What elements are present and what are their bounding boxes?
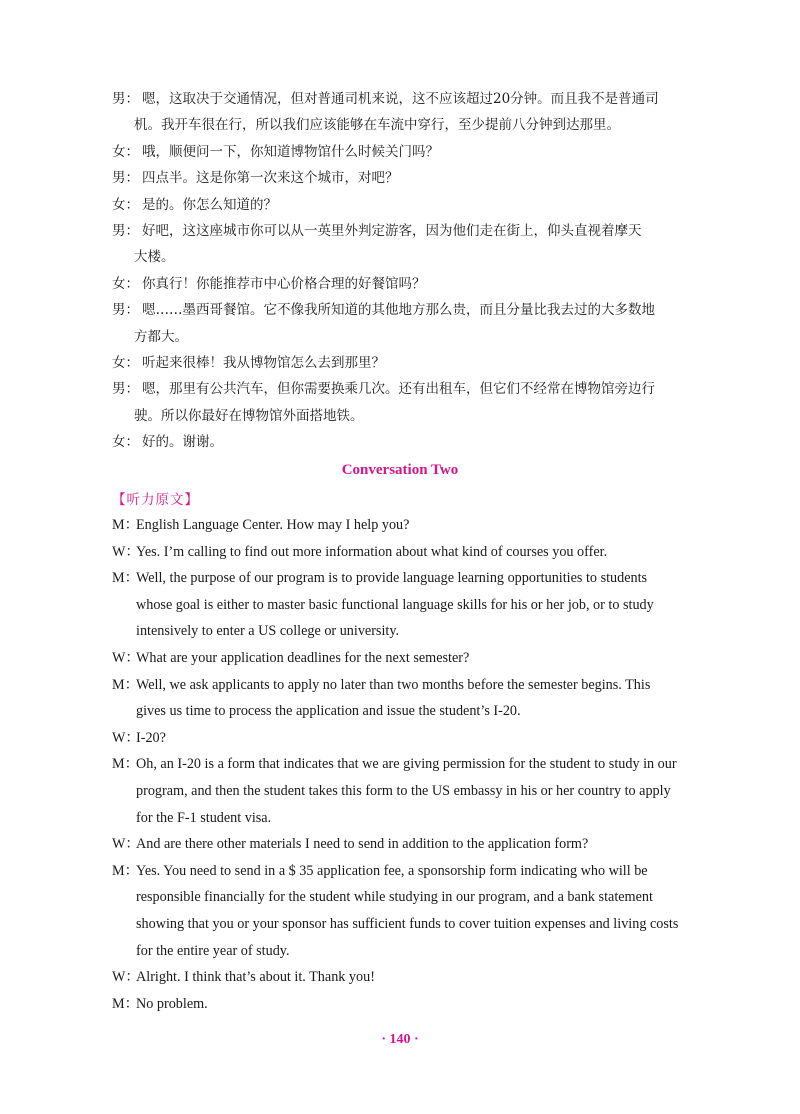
dialogue-text: 方都大。 [134, 328, 188, 345]
speaker-label: M： [112, 570, 139, 587]
conversation-title: Conversation Two [341, 462, 459, 478]
chinese-dialogue-line [112, 165, 722, 191]
english-dialogue-line [112, 698, 722, 725]
dialogue-text: 听起来很棒！我从博物馆怎么去到那里？ [142, 355, 385, 372]
chinese-dialogue-line [112, 112, 722, 138]
dialogue-text: program, and then the student takes this form to the US embassy in his or her country to apply [136, 782, 671, 799]
english-dialogue-line [112, 884, 722, 911]
speaker-label: 女： [112, 275, 139, 292]
dialogue-text: And are there other materials I need to send in addition to the application form? [136, 836, 589, 853]
indent-spacer [112, 911, 136, 938]
chinese-dialogue-line [112, 192, 722, 218]
indent-spacer [112, 778, 136, 805]
english-dialogue-line [112, 991, 722, 1018]
speaker-label: M： [112, 756, 139, 773]
speaker-label: 女： [112, 355, 139, 372]
dialogue-text: 大楼。 [134, 249, 175, 266]
english-dialogue-line [112, 831, 722, 858]
english-dialogue-line [112, 858, 722, 885]
chinese-dialogue-line [112, 86, 722, 112]
speaker-label: M： [112, 517, 139, 533]
indent-spacer [112, 805, 136, 832]
indent-spacer [112, 884, 136, 911]
indent-spacer [112, 698, 136, 725]
dialogue-text: No problem. [136, 995, 208, 1012]
chinese-dialogue-line [112, 376, 722, 402]
dialogue-text: 嗯，那里有公共汽车，但你需要换乘几次。还有出租车，但它们不经常在博物馆旁边行 [142, 381, 655, 398]
chinese-dialogue-line [112, 139, 722, 165]
speaker-label: 男： [112, 381, 139, 398]
dialogue-text: 机。我开车很在行，所以我们应该能够在车流中穿行，至少提前八分钟到达那里。 [134, 117, 620, 134]
english-dialogue-line [112, 964, 722, 991]
english-dialogue [112, 512, 722, 1017]
speaker-label: M： [112, 995, 139, 1012]
dialogue-text: 驶。所以你最好在博物馆外面搭地铁。 [134, 407, 364, 424]
dialogue-text: responsible financially for the student while studying in our program, and a bank statement [136, 889, 653, 906]
dialogue-text: 嗯，这取决于交通情况，但对普通司机来说，这不应该超过20分钟。而且我不是普通司 [142, 91, 659, 107]
speaker-label: 男： [112, 170, 139, 187]
speaker-label: W： [112, 729, 140, 746]
dialogue-text: What are your application deadlines for the next semester? [136, 649, 470, 666]
speaker-label: 女： [112, 143, 139, 160]
dialogue-text: 哦，顺便问一下，你知道博物馆什么时候关门吗？ [142, 143, 439, 160]
chinese-dialogue-line [112, 403, 722, 429]
english-dialogue-line [112, 938, 722, 965]
speaker-label: M： [112, 676, 139, 693]
dialogue-text: showing that you or your sponsor has sufficient funds to cover tuition expenses and living costs [136, 915, 679, 932]
dialogue-text: English Language Center. How may I help you? [136, 517, 410, 533]
chinese-dialogue-line [112, 350, 722, 376]
speaker-label: 女： [112, 434, 139, 451]
speaker-label: M： [112, 862, 139, 879]
dialogue-text: 是的。你怎么知道的？ [142, 196, 277, 213]
chinese-dialogue-line [112, 244, 722, 270]
dialogue-text: Alright. I think that’s about it. Thank you! [136, 969, 375, 986]
chinese-dialogue-line [112, 429, 722, 455]
english-dialogue-line [112, 565, 722, 592]
english-dialogue-line [112, 645, 722, 672]
speaker-label: W： [112, 543, 140, 560]
dialogue-text: Well, the purpose of our program is to provide language learning opportunities to students [136, 570, 648, 587]
indent-spacer [112, 938, 136, 965]
dialogue-text: Oh, an I-20 is a form that indicates that we are giving permission for the student to study in our [136, 756, 677, 773]
english-dialogue-line [112, 512, 722, 539]
chinese-dialogue [112, 86, 722, 456]
english-dialogue-line [112, 751, 722, 778]
chinese-dialogue-line [112, 297, 722, 323]
dialogue-text: 好吧，这这座城市你可以从一英里外判定游客，因为他们走在街上，仰头直视着摩天 [142, 223, 642, 240]
dialogue-text: gives us time to process the application and issue the student’s I-20. [136, 703, 521, 720]
dialogue-text: 好的。谢谢。 [142, 434, 223, 451]
dialogue-text: 你真行！你能推荐市中心价格合理的好餐馆吗？ [142, 275, 426, 292]
speaker-label: 女： [112, 196, 139, 213]
chinese-dialogue-line [112, 271, 722, 297]
dialogue-text: 四点半。这是你第一次来这个城市，对吧？ [142, 170, 399, 187]
chinese-dialogue-line [112, 324, 722, 350]
indent-spacer [112, 592, 136, 619]
speaker-label: 男： [112, 302, 139, 319]
dialogue-text: Well, we ask applicants to apply no later than two months before the semester begins. This [136, 676, 651, 693]
dialogue-text: 嗯……墨西哥餐馆。它不像我所知道的其他地方那么贵，而且分量比我去过的大多数地 [142, 302, 655, 319]
english-dialogue-line [112, 805, 722, 832]
dialogue-text: whose goal is either to master basic functional language skills for his or her job, or to study [136, 596, 654, 613]
english-dialogue-line [112, 778, 722, 805]
english-dialogue-line [112, 539, 722, 566]
english-dialogue-line [112, 911, 722, 938]
dialogue-text: for the entire year of study. [136, 942, 290, 959]
chinese-dialogue-line [112, 218, 722, 244]
dialogue-text: intensively to enter a US college or university. [136, 623, 400, 640]
speaker-label: 男： [112, 91, 139, 107]
dialogue-text: for the F-1 student visa. [136, 809, 272, 826]
speaker-label: W： [112, 969, 140, 986]
speaker-label: 男： [112, 223, 139, 240]
dialogue-text: Yes. I’m calling to find out more information about what kind of courses you offer. [136, 543, 608, 560]
english-dialogue-line [112, 592, 722, 619]
indent-spacer [112, 618, 136, 645]
dialogue-text: Yes. You need to send in a $ 35 application fee, a sponsorship form indicating who will be [136, 862, 648, 879]
english-dialogue-line [112, 725, 722, 752]
speaker-label: W： [112, 836, 140, 853]
english-dialogue-line [112, 618, 722, 645]
page-number: · 140 · [381, 1032, 419, 1047]
speaker-label: W： [112, 649, 140, 666]
dialogue-text: I-20? [136, 729, 166, 746]
section-label: 【听力原文】 [112, 492, 199, 508]
english-dialogue-line [112, 672, 722, 699]
